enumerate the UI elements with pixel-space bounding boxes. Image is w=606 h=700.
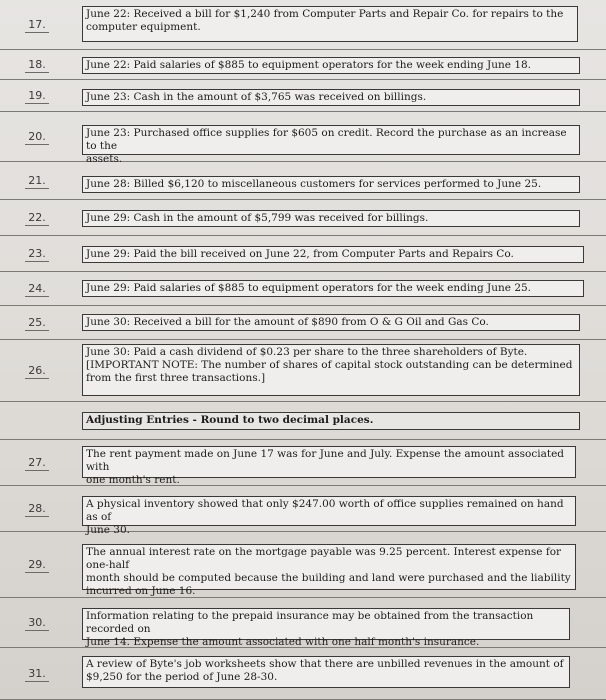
table-row [0, 200, 606, 236]
row-number-label: 30. [25, 615, 49, 631]
transaction-description [82, 314, 580, 331]
row-number-label: 27. [25, 455, 49, 471]
description-line: computer equipment. [86, 21, 201, 33]
table-row [0, 306, 606, 340]
description-line: June 23: Purchased office supplies for $605 on credit. Record the purchase as an increase to the [86, 127, 567, 152]
table-row [0, 440, 606, 486]
row-number-label: 28. [25, 501, 49, 517]
transaction-description [82, 544, 576, 597]
row-number-label: 22. [25, 210, 49, 226]
description-line: June 22: Received a bill for $1,240 from Computer Parts and Repair Co. for repairs to the [86, 8, 564, 20]
transaction-description [82, 344, 580, 396]
row-number [4, 200, 70, 236]
row-number-label: 25. [25, 315, 49, 331]
row-number [4, 340, 70, 402]
row-number [4, 648, 70, 700]
description-line: Adjusting Entries - Round to two decimal places. [86, 414, 374, 426]
description-line: June 23: Cash in the amount of $3,765 was received on billings. [86, 91, 427, 103]
description-line: June 14. Expense the amount associated with one half month's insurance. [86, 636, 480, 648]
description-line: A physical inventory showed that only $247.00 worth of office supplies remained on hand as of [86, 498, 564, 523]
row-number [4, 486, 70, 532]
description-line: A review of Byte's job worksheets show that there are unbilled revenues in the amount of [86, 658, 564, 670]
description-line: [IMPORTANT NOTE: The number of shares of capital stock outstanding can be determined [86, 359, 573, 371]
transaction-description [82, 608, 570, 648]
table-row [0, 532, 606, 598]
row-number [4, 112, 70, 162]
row-number [4, 236, 70, 272]
description-line: incurred on June 16. [86, 585, 196, 597]
row-number-label: 29. [25, 557, 49, 573]
transaction-description [82, 57, 580, 74]
transaction-description [82, 89, 580, 106]
table-row [0, 272, 606, 306]
table-row [0, 340, 606, 402]
transaction-description [82, 210, 580, 227]
transaction-description [82, 280, 584, 297]
row-number [4, 80, 70, 112]
description-line: June 29: Cash in the amount of $5,799 was received for billings. [86, 212, 429, 224]
section-heading [82, 412, 580, 430]
row-number [4, 272, 70, 306]
row-number [4, 306, 70, 340]
row-number-label: 23. [25, 246, 49, 262]
row-number [4, 598, 70, 648]
row-number [4, 532, 70, 598]
description-line: June 28: Billed $6,120 to miscellaneous customers for services performed to June 25. [86, 178, 542, 190]
table-row [0, 162, 606, 200]
transaction-description [82, 446, 576, 486]
row-number [4, 402, 70, 440]
table-row [0, 0, 606, 50]
description-line: June 29: Paid the bill received on June 22, from Computer Parts and Repairs Co. [86, 248, 514, 260]
table-row [0, 486, 606, 536]
description-line: June 22: Paid salaries of $885 to equipment operators for the week ending June 18. [86, 59, 532, 71]
description-line: June 30: Received a bill for the amount of $890 from O & G Oil and Gas Co. [86, 316, 489, 328]
row-number-label: 17. [25, 17, 49, 33]
row-number-label: 31. [25, 666, 49, 682]
row-number-label: 20. [25, 129, 49, 145]
table-row [0, 50, 606, 80]
transaction-description [82, 246, 584, 263]
transaction-description [82, 176, 580, 193]
description-line: assets. [86, 153, 123, 165]
transaction-description [82, 496, 576, 536]
row-number [4, 0, 70, 50]
row-number-label: 21. [25, 173, 49, 189]
description-line: June 29: Paid salaries of $885 to equipment operators for the week ending June 25. [86, 282, 532, 294]
table-row [0, 598, 606, 648]
table-row [0, 402, 606, 440]
transaction-description [82, 656, 570, 688]
row-number-label: 26. [25, 363, 49, 379]
table-row [0, 112, 606, 165]
row-number [4, 162, 70, 200]
description-line: The rent payment made on June 17 was for June and July. Expense the amount associated with [86, 448, 565, 473]
table-row [0, 648, 606, 700]
description-line: June 30: Paid a cash dividend of $0.23 per share to the three shareholders of Byte. [86, 346, 528, 358]
description-line: The annual interest rate on the mortgage payable was 9.25 percent. Interest expense for one-half [86, 546, 562, 571]
row-number [4, 50, 70, 80]
row-number-label: 24. [25, 281, 49, 297]
description-line: June 30. [86, 524, 130, 536]
description-line: Information relating to the prepaid insurance may be obtained from the transaction recorded on [86, 610, 534, 635]
transaction-description [82, 6, 578, 42]
transaction-description [82, 125, 580, 165]
table-row [0, 80, 606, 112]
description-line: month should be computed because the building and land were purchased and the liability [86, 572, 571, 584]
row-number-label: 18. [25, 57, 49, 73]
description-line: from the first three transactions.] [86, 372, 266, 384]
description-line: one month's rent. [86, 474, 180, 486]
row-number [4, 440, 70, 486]
row-number-label: 19. [25, 88, 49, 104]
description-line: $9,250 for the period of June 28-30. [86, 671, 278, 683]
table-row [0, 236, 606, 272]
